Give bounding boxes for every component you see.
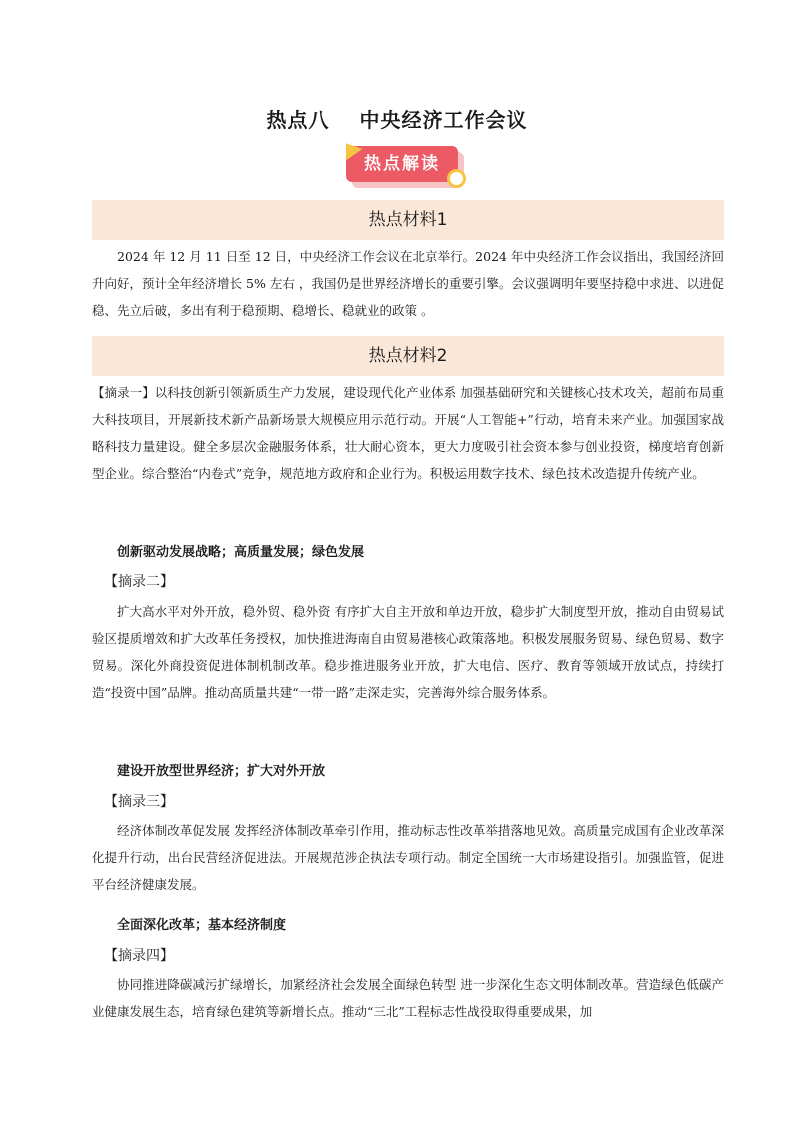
material2-heading: 热点材料2 (92, 336, 724, 376)
excerpt3-label: 【摘录三】 (104, 794, 174, 810)
ring-icon (447, 169, 466, 188)
excerpt1-keywords: 创新驱动发展战略；高质量发展；绿色发展 (117, 545, 365, 560)
excerpt2-text: 扩大高水平对外开放，稳外贸、稳外资 有序扩大自主开放和单边开放，稳步扩大制度型开放，推动自由贸易试验区提质增效和扩大改革任务授权，加快推进海南自由贸易港核心政策落地。积极发展服务贸易、绿色贸易、数字贸易。深化外商投资促进体制机制改革。稳步推进服务业开放，扩大电信、医疗、教育等领域开放试点，持续打造“投资中国”品牌。推动高质量共建“一带一路”走深走实，完善海外综合服务体系。 (92, 604, 724, 700)
excerpt2-keywords: 建设开放型世界经济；扩大对外开放 (117, 764, 326, 779)
excerpt2-label: 【摘录二】 (104, 574, 174, 590)
hotspot-badge (340, 142, 472, 192)
material1-heading: 热点材料1 (92, 200, 724, 240)
excerpt1-text: 【摘录一】以科技创新引领新质生产力发展，建设现代化产业体系 加强基础研究和关键核心技术攻关，超前布局重大科技项目，开展新技术新产品新场景大规模应用示范行动。开展“人工智能+”行动，培育未来产业。加强国家战略科技力量建设。健全多层次金融服务体系，壮大耐心资本，更大力度吸引社会资本参与创业投资，梯度培育创新型企业。综合整治“内卷式”竞争，规范地方政府和企业行为。积极运用数字技术、绿色技术改造提升传统产业。 (92, 385, 724, 481)
excerpt4-label: 【摘录四】 (104, 948, 174, 964)
title-topic-number: 热点八 (266, 108, 330, 132)
title-topic-name: 中央经济工作会议 (359, 108, 528, 132)
page-title (0, 104, 794, 133)
excerpt3-text: 经济体制改革促发展 发挥经济体制改革牵引作用，推动标志性改革举措落地见效。高质量完成国有企业改革深化提升行动，出台民营经济促进法。开展规范涉企执法专项行动。制定全国统一大市场建设指引。加强监管，促进平台经济健康发展。 (92, 823, 724, 892)
material1-text: 2024 年 12 月 11 日至 12 日，中央经济工作会议在北京举行。2024 年中央经济工作会议指出，我国经济回升向好，预计全年经济增长 5% 左右 ，我国仍是世界经济增长的重要引擎。会议强调明年要坚持稳中求进、以进促稳、先立后破，多出有利于稳预期、稳增长、稳就业的政策 。 (92, 249, 724, 318)
excerpt4-text: 协同推进降碳减污扩绿增长，加紧经济社会发展全面绿色转型 进一步深化生态文明体制改革。营造绿色低碳产业健康发展生态，培育绿色建筑等新增长点。推动“三北”工程标志性战役取得重要成果，加 (92, 977, 724, 1019)
excerpt3-keywords: 全面深化改革；基本经济制度 (117, 918, 287, 933)
badge-label: 热点解读 (346, 146, 458, 182)
